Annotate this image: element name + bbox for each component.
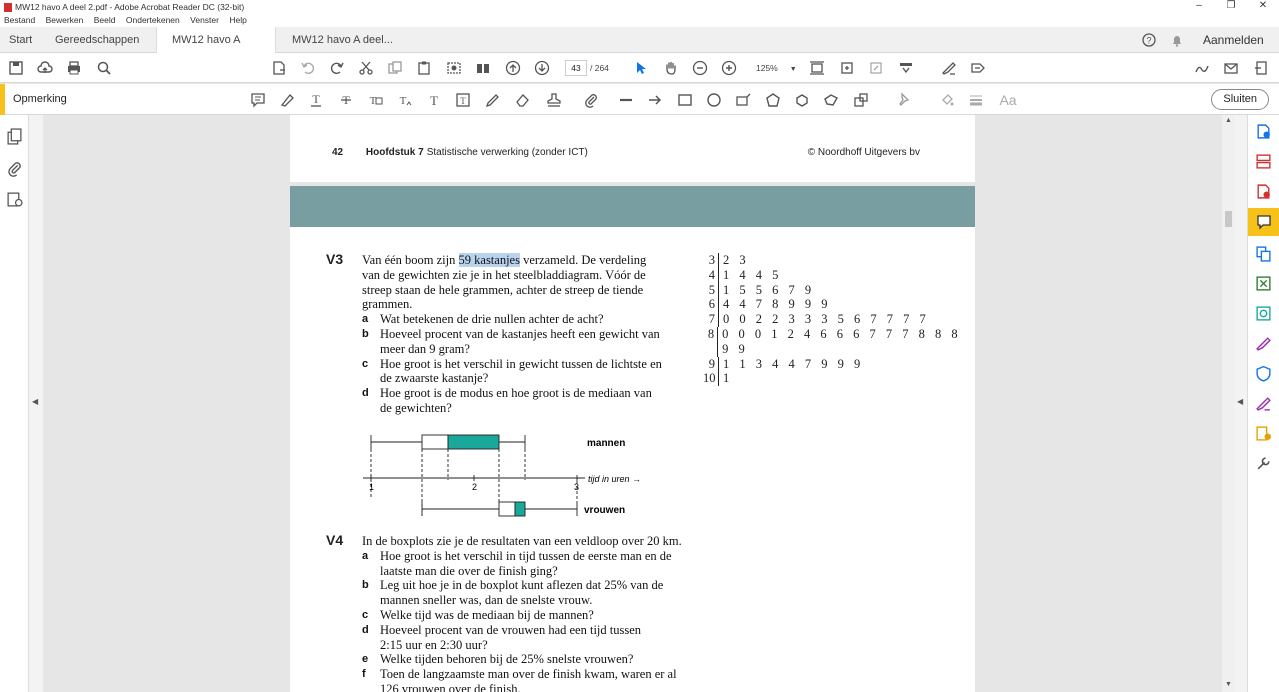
- more-tools-panel-icon[interactable]: [1255, 455, 1272, 472]
- email-icon[interactable]: [1222, 59, 1240, 77]
- v3-intro-a: Van één boom zijn: [362, 253, 459, 267]
- stem-value: 4: [703, 268, 719, 283]
- v4-sub-d: [362, 623, 722, 653]
- title-bar: [0, 0, 1279, 14]
- left-collapse-strip[interactable]: [29, 115, 43, 692]
- sub-letter: f: [362, 668, 366, 681]
- svg-text:T: T: [460, 96, 466, 106]
- men-box-q3: [448, 435, 499, 449]
- insert-text-icon[interactable]: [396, 91, 414, 109]
- sub-letter: e: [362, 653, 369, 666]
- page-header: [332, 147, 588, 158]
- copy-icon[interactable]: [386, 59, 404, 77]
- v3-line-2: van de gewichten zie je in het steelbladdiagram. Vóór de: [362, 267, 646, 282]
- oval-tool-icon[interactable]: [705, 91, 723, 109]
- sub-text: de zwaarste kastanje?: [380, 371, 489, 386]
- sub-letter: b: [362, 579, 369, 592]
- v3-line-4: grammen.: [362, 297, 413, 312]
- sub-letter: c: [362, 608, 369, 621]
- fill-color-icon[interactable]: [938, 91, 956, 109]
- v3-line-3: streep staan de hele grammen, achter de streep de tiende: [362, 282, 644, 297]
- sub-text: Wat betekenen de drie nullen achter de acht?: [380, 312, 604, 327]
- zoom-out-icon[interactable]: [691, 59, 709, 77]
- zoom-value: 125%: [756, 63, 778, 73]
- excel-export-tool-icon[interactable]: [1255, 275, 1272, 292]
- leaf-values: 1 4 4 5: [723, 267, 782, 282]
- rectangle-tool-icon[interactable]: [676, 91, 694, 109]
- scissors-icon[interactable]: [357, 59, 375, 77]
- v3-sub-d: [362, 386, 692, 416]
- help-icon[interactable]: [1142, 27, 1156, 53]
- scroll-down-icon[interactable]: ▼: [1225, 681, 1232, 688]
- sub-letter: d: [362, 387, 369, 400]
- protect-tool-icon[interactable]: [1255, 365, 1272, 382]
- v4-sub-f: [362, 667, 722, 692]
- label-women: vrouwen: [584, 505, 626, 516]
- leaf-values: 4 4 7 8 9 9 9: [723, 297, 831, 312]
- stem-value: 3: [703, 253, 719, 268]
- v4-sub-c: [362, 608, 722, 623]
- page-thumbnails-icon[interactable]: [6, 128, 23, 145]
- acrobat-icon: [4, 3, 12, 12]
- sub-text: 2:15 uur en 2:30 uur?: [380, 637, 488, 652]
- right-collapse-strip[interactable]: [1235, 115, 1247, 692]
- replace-text-icon[interactable]: [366, 91, 384, 109]
- pdf-page-43: [290, 186, 975, 692]
- scroll-up-icon[interactable]: ▲: [1225, 117, 1232, 124]
- fill-sign-icon[interactable]: [969, 59, 987, 77]
- sub-text: Hoe groot is het verschil in gewicht tussen de lichtste en: [380, 356, 662, 371]
- menu-bar: [0, 14, 1279, 27]
- add-text-icon[interactable]: [425, 91, 443, 109]
- menu-help[interactable]: Help: [229, 15, 247, 25]
- tab-doc-2[interactable]: MW12 havo A deel...: [292, 34, 393, 46]
- stem-leaf-diagram: [703, 253, 975, 386]
- v4-sub-e: [362, 652, 722, 667]
- sub-text: mannen sneller was, dan de snelste vrouw.: [380, 593, 593, 608]
- axis-label: tijd in uren →: [588, 474, 642, 484]
- svg-text:?: ?: [1146, 35, 1152, 46]
- label-men: mannen: [587, 438, 626, 449]
- organize-pages-icon[interactable]: [474, 59, 492, 77]
- hand-tool-icon[interactable]: [662, 59, 680, 77]
- fill-sign-tool-icon[interactable]: [1255, 335, 1272, 352]
- boxplot-figure: [355, 426, 655, 526]
- tick-3: 3: [574, 482, 580, 492]
- tab-doc-label: MW12 havo A: [172, 34, 240, 46]
- redo-icon[interactable]: [328, 59, 346, 77]
- share-tool-icon[interactable]: [1255, 425, 1272, 442]
- pencil-icon[interactable]: [484, 91, 502, 109]
- undo-icon[interactable]: [299, 59, 317, 77]
- stem-row: [703, 283, 975, 298]
- sub-text: Hoeveel procent van de kastanjes heeft een gewicht van: [380, 326, 660, 341]
- v4-sub-b: [362, 578, 722, 608]
- highlight-pen-icon[interactable]: [940, 59, 958, 77]
- polygon-tool-icon[interactable]: [764, 91, 782, 109]
- stem-row: [703, 312, 975, 327]
- fit-page-icon[interactable]: [808, 59, 826, 77]
- shapes-tool-icon[interactable]: [852, 91, 870, 109]
- right-tools-panel: [1247, 115, 1279, 692]
- rotate-view-icon[interactable]: [838, 59, 856, 77]
- sub-text: 126 vrouwen over de finish.: [380, 681, 521, 692]
- underline-text-icon[interactable]: [307, 91, 325, 109]
- create-pdf-tool-icon[interactable]: [1255, 183, 1272, 200]
- send-for-signature-tool-icon[interactable]: [1255, 395, 1272, 412]
- stem-value: 7: [703, 312, 719, 327]
- svg-text:T: T: [342, 93, 350, 107]
- stem-row: [703, 357, 975, 372]
- question-v4: [362, 534, 722, 692]
- attachments-icon[interactable]: [6, 160, 23, 177]
- zoom-in-icon[interactable]: [720, 59, 738, 77]
- chapter-band: [290, 186, 975, 227]
- v4-intro: In de boxplots zie je de resultaten van een veldloop over 20 km.: [362, 534, 682, 548]
- close-window-button[interactable]: ✕: [1258, 0, 1268, 11]
- sub-letter: a: [362, 313, 369, 326]
- leaf-values: 1 5 5 6 7 9: [723, 282, 815, 297]
- page-number-input[interactable]: 43: [565, 60, 587, 76]
- highlighted-text[interactable]: 59 kastanjes: [458, 253, 520, 267]
- stem-value: 8: [703, 327, 718, 357]
- organize-pages-tool-icon[interactable]: [1255, 153, 1272, 170]
- tick-2: 2: [472, 482, 478, 492]
- eraser-icon[interactable]: [513, 91, 531, 109]
- chapter-title: Statistische verwerking (zonder ICT): [426, 147, 588, 158]
- document-view[interactable]: [43, 115, 1222, 692]
- women-box-q1: [499, 502, 515, 516]
- sub-letter: d: [362, 623, 369, 636]
- sub-letter: a: [362, 549, 369, 562]
- stem-value: 5: [703, 283, 719, 298]
- cloud-tool-icon[interactable]: [793, 91, 811, 109]
- v4-sub-a: [362, 549, 722, 579]
- v3-sub-a: [362, 312, 692, 327]
- sign-icon[interactable]: [1193, 59, 1211, 77]
- minimize-button[interactable]: –: [1196, 0, 1202, 11]
- women-box-q3: [515, 502, 525, 516]
- combine-files-tool-icon[interactable]: [1255, 245, 1272, 262]
- stem-value: 9: [703, 357, 719, 372]
- sub-text: meer dan 9 gram?: [380, 341, 470, 356]
- menu-venster[interactable]: Venster: [190, 15, 219, 25]
- pdf-page-42: [290, 115, 975, 182]
- sub-text: Toen de langzaamste man over de finish kwam, waren er al: [380, 667, 677, 682]
- line-weight-icon[interactable]: [967, 91, 985, 109]
- menu-beeld[interactable]: Beeld: [93, 15, 116, 25]
- question-v3-number: V3: [326, 251, 344, 267]
- leaf-values: 1: [723, 371, 733, 386]
- copyright-notice: © Noordhoff Uitgevers bv: [807, 147, 920, 158]
- stem-value: 10: [703, 371, 719, 386]
- stamp-icon[interactable]: [545, 91, 563, 109]
- maximize-button[interactable]: ❐: [1226, 0, 1236, 11]
- left-navigation-panel: [0, 115, 29, 692]
- leaf-values: 2 3: [723, 253, 750, 267]
- tab-tools[interactable]: Gereedschappen: [55, 34, 140, 46]
- leaf-values: 0 0 0 1 2 4 6 6 6 7 7 7 8 8 8 9 9: [722, 326, 962, 356]
- signin-link[interactable]: Aanmelden: [1203, 33, 1264, 47]
- cloud-upload-icon[interactable]: [36, 59, 54, 77]
- sub-text: de gewichten?: [380, 400, 452, 415]
- sub-text: Hoe groot is het verschil in tijd tussen de eerste man en de: [380, 548, 672, 563]
- stem-row: [703, 371, 975, 386]
- menu-bewerken[interactable]: Bewerken: [45, 15, 84, 25]
- tab-start[interactable]: Start: [9, 34, 33, 46]
- signatures-panel-icon[interactable]: [6, 191, 23, 208]
- menu-ondertekenen[interactable]: Ondertekenen: [125, 15, 180, 25]
- stem-value: 6: [703, 297, 719, 312]
- svg-text:T: T: [312, 92, 320, 106]
- tab-bar: [0, 27, 1279, 53]
- sub-text: Leg uit hoe je in de boxplot kunt aflezen dat 25% van de: [380, 578, 664, 593]
- line-tool-icon[interactable]: [617, 91, 635, 109]
- question-v3: [362, 253, 692, 416]
- export-pdf-tool-icon[interactable]: [1255, 123, 1272, 140]
- full-screen-icon[interactable]: [867, 59, 885, 77]
- font-size-icon[interactable]: Aa: [999, 92, 1017, 108]
- collapse-right-icon[interactable]: ◀: [1237, 397, 1244, 406]
- pin-icon[interactable]: [895, 91, 913, 109]
- main-toolbar: [0, 53, 1279, 83]
- sub-text: Hoeveel procent van de vrouwen had een tijd tussen: [380, 622, 642, 637]
- stem-row: [703, 253, 975, 268]
- leaf-values: 0 0 2 2 3 3 3 5 6 7 7 7 7: [723, 312, 930, 327]
- question-v4-number: V4: [326, 532, 344, 548]
- svg-text:T: T: [369, 95, 377, 107]
- arrow-tool-icon[interactable]: [646, 91, 664, 109]
- chevron-down-icon: ▼: [789, 66, 797, 73]
- comment-label: Opmerking: [13, 93, 67, 105]
- page-number: 42: [332, 147, 344, 158]
- scrollbar-thumb[interactable]: [1225, 211, 1232, 227]
- collapse-left-icon[interactable]: ◀: [32, 397, 39, 406]
- sub-text: Hoe groot is de modus en hoe groot is de mediaan van: [380, 386, 652, 401]
- read-mode-icon[interactable]: [897, 59, 915, 77]
- tab-doc-active[interactable]: [156, 27, 276, 54]
- strikethrough-text-icon[interactable]: [337, 91, 355, 109]
- enhance-scans-tool-icon[interactable]: [1255, 305, 1272, 322]
- previous-page-icon[interactable]: [504, 59, 522, 77]
- vertical-scrollbar[interactable]: [1222, 115, 1235, 692]
- select-cursor-icon[interactable]: [632, 59, 650, 77]
- v3-sub-b: [362, 327, 692, 357]
- svg-text:T: T: [430, 93, 438, 108]
- export-pdf-icon[interactable]: [270, 59, 288, 77]
- chapter-number: Hoofdstuk 7: [365, 147, 424, 158]
- more-tools-icon[interactable]: [1252, 59, 1270, 77]
- polyline-tool-icon[interactable]: [822, 91, 840, 109]
- search-icon[interactable]: [95, 59, 113, 77]
- men-box-q1: [422, 435, 448, 449]
- sub-letter: b: [362, 327, 369, 340]
- stem-row: [703, 268, 975, 283]
- stem-row: [703, 327, 975, 357]
- comment-accent: [0, 84, 5, 115]
- comment-tool-icon[interactable]: [1248, 208, 1279, 236]
- menu-bestand[interactable]: Bestand: [4, 15, 36, 25]
- next-page-icon[interactable]: [533, 59, 551, 77]
- paste-icon[interactable]: [415, 59, 433, 77]
- save-icon[interactable]: [7, 59, 25, 77]
- svg-text:T: T: [399, 95, 407, 107]
- comment-toolbar: [0, 84, 1279, 115]
- close-comment-button[interactable]: Sluiten: [1211, 89, 1269, 110]
- sub-text: Welke tijd was de mediaan bij de mannen?: [380, 607, 594, 622]
- zoom-level-select[interactable]: [748, 60, 798, 76]
- tick-1: 1: [369, 482, 375, 492]
- v3-intro-b: verzameld. De verdeling: [519, 253, 647, 267]
- sub-letter: c: [362, 357, 369, 370]
- sticky-note-icon[interactable]: [249, 91, 267, 109]
- text-box-icon[interactable]: [454, 91, 472, 109]
- window-title: MW12 havo A deel 2.pdf - Adobe Acrobat Reader DC (32-bit): [15, 2, 245, 12]
- page-total: / 264: [590, 63, 609, 73]
- print-icon[interactable]: [65, 59, 83, 77]
- highlight-text-icon[interactable]: [278, 91, 296, 109]
- text-callout-icon[interactable]: [734, 91, 752, 109]
- sub-text: Welke tijden behoren bij de 25% snelste vrouwen?: [380, 652, 634, 667]
- window-controls: [1183, 0, 1279, 14]
- notification-bell-icon[interactable]: [1170, 27, 1184, 53]
- snapshot-icon[interactable]: [445, 59, 463, 77]
- attach-file-icon[interactable]: [582, 91, 600, 109]
- stem-row: [703, 297, 975, 312]
- sub-text: laatste man die over de finish ging?: [380, 563, 558, 578]
- v3-sub-c: [362, 357, 692, 387]
- leaf-values: 1 1 3 4 4 7 9 9 9: [723, 356, 864, 371]
